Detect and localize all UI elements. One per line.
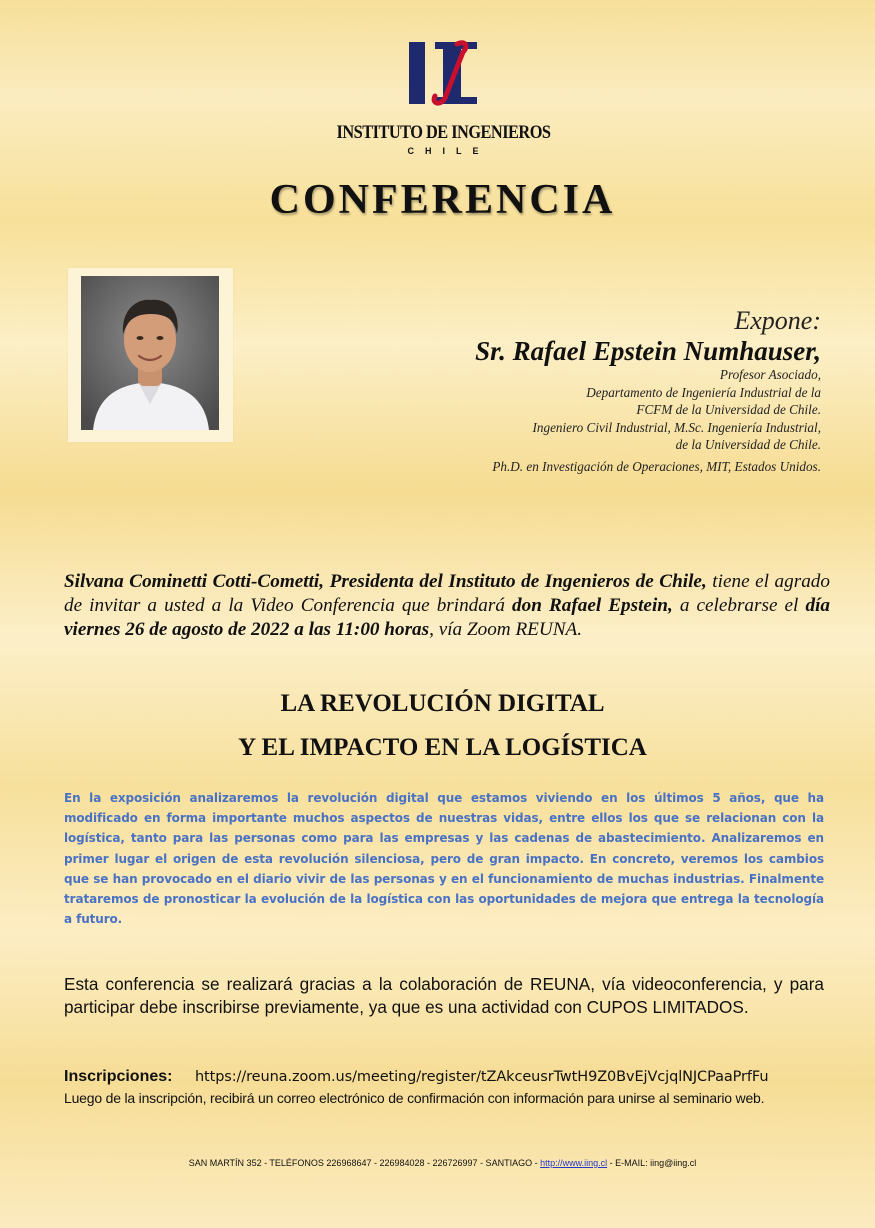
speaker-portrait-image	[81, 276, 219, 430]
speaker-block	[381, 306, 821, 475]
registration-label: Inscripciones:	[64, 1068, 173, 1085]
talk-abstract: En la exposición analizaremos la revolución digital que estamos viviendo en los últimos 5 años, que ha modificado en forma importante muchos aspectos de nuestras vidas, entre ellos los que se relacionan con la logística, tanto para las personas como para las empresas y las cadenas de abastecimiento. Analizaremos en primer lugar el origen de esta revolución silenciosa, pero de gran impacto. En concreto, veremos los cambios que se han provocado en el diario vivir de las personas y en el funcionamiento de muchas industrias. Finalmente trataremos de pronosticar la evolución de la logística con las oportunidades de mejora que entrega la tecnología a futuro.	[64, 791, 824, 927]
talk-title-line-2: Y EL IMPACTO EN LA LOGÍSTICA	[238, 734, 647, 761]
speaker-credential: Ingeniero Civil Industrial, M.Sc. Ingeniería Industrial,	[532, 419, 821, 435]
invitation-paragraph	[64, 570, 830, 642]
collaboration-note: Esta conferencia se realizará gracias a la colaboración de REUNA, vía videoconferencia, y para participar debe inscribirse previamente, ya que es una actividad con CUPOS LIMITADOS.	[64, 974, 824, 1017]
invitation-host: Silvana Cominetti Cotti-Cometti, Presidenta del Instituto de Ingenieros de Chile,	[64, 571, 707, 592]
invitation-guest: don Rafael Epstein,	[512, 595, 673, 616]
footer	[0, 1158, 875, 1168]
speaker-credential: FCFM de la Universidad de Chile.	[636, 402, 821, 417]
footer-website-link[interactable]: http://www.iing.cl	[540, 1158, 608, 1168]
footer-address: SAN MARTÍN 352 - TELÉFONOS 226968647 - 226984028 - 226726997 - SANTIAGO -	[188, 1158, 541, 1168]
footer-email: - E-MAIL: iing@iing.cl	[607, 1158, 697, 1168]
speaker-credential: Profesor Asociado,	[719, 367, 821, 382]
registration-section	[64, 1066, 844, 1108]
registration-line	[64, 1066, 844, 1088]
institute-name: INSTITUTO DE INGENIEROS	[336, 122, 551, 143]
speaker-credential: de la Universidad de Chile.	[675, 437, 821, 452]
speaker-credential: Ph.D. en Investigación de Operaciones, MIT, Estados Unidos.	[492, 458, 821, 474]
registration-note: Luego de la inscripción, recibirá un correo electrónico de confirmación con información para unirse al seminario web.	[64, 1090, 765, 1106]
speaker-credential: Departamento de Ingeniería Industrial de la	[586, 384, 821, 400]
invitation-text: tiene el agrado de invitar a usted a la Video Conferencia que brindará	[64, 571, 830, 616]
speaker-intro: Expone:	[734, 306, 821, 335]
talk-title-line-1: LA REVOLUCIÓN DIGITAL	[280, 690, 605, 717]
institute-country: CHILE	[407, 146, 490, 156]
page-title: CONFERENCIA	[269, 177, 616, 223]
invitation-text: , vía Zoom REUNA.	[429, 619, 583, 640]
invitation-text: a celebrarse el	[672, 595, 806, 616]
speaker-name: Sr. Rafael Epstein Numhauser,	[475, 336, 821, 366]
institute-logo-icon	[405, 40, 481, 106]
registration-link[interactable]: https://reuna.zoom.us/meeting/register/tZAkceusrTwtH9Z0BvEjVcjqlNJCPaaPrfFu	[194, 1069, 769, 1085]
invitation-datetime: día viernes 26 de agosto de 2022 a las 11:00 horas	[64, 595, 830, 640]
